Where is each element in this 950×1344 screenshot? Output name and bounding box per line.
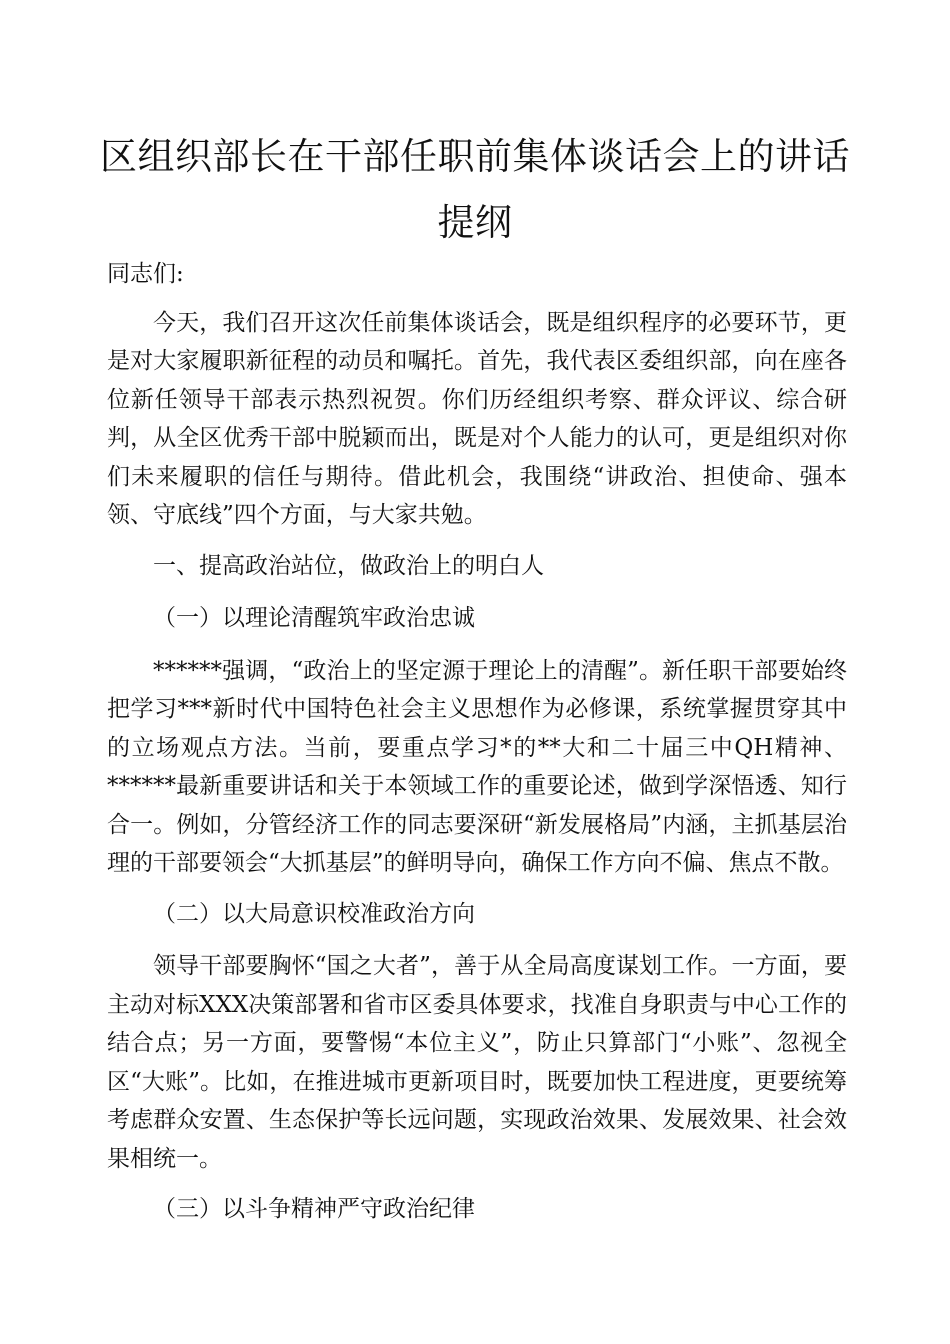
subsection-heading-1: （一）以理论清醒筑牢政治忠诚 bbox=[153, 605, 475, 631]
intro-paragraph: 今天，我们召开这次任前集体谈话会，既是组织程序的必要环节，更是对大家履职新征程的动员和嘱托。首先，我代表区委组织部，向在座各位新任领导干部表示热烈祝贺。你们历经组织考察、群众评议、综合研判，从全区优秀干部中脱颖而出，既是对个人能力的认可，更是组织对你们未来履职的信任与期待。借此机会，我围绕“讲政治、担使命、强本领、守底线”四个方面，与大家共勉。 bbox=[107, 309, 847, 528]
subsection-heading-2: （二）以大局意识校准政治方向 bbox=[153, 900, 475, 927]
salutation: 同志们: bbox=[107, 261, 184, 287]
document-title: 区组织部长在干部任职前集体谈话会上的讲话提纲 bbox=[100, 135, 850, 244]
body-paragraph-1: ******强调，“政治上的坚定源于理论上的清醒”。新任职干部要始终把学习***新时代中国特色社会主义思想作为必修课，系统掌握贯穿其中的立场观点方法。当前，要重点学习*的**大和二十届三中QH精神、******最新重要讲话和关于本领域工作的重要论述，做到学深悟透、知行合一。例如，分管经济工作的同志要深研“新发展格局”内涵，主抓基层治理的干部要领会“大抓基层”的鲜明导向，确保工作方向不偏、焦点不散。 bbox=[107, 657, 847, 876]
subsection-heading-3: （三）以斗争精神严守政治纪律 bbox=[153, 1196, 475, 1222]
document-body bbox=[107, 255, 847, 1243]
body-paragraph-2: 领导干部要胸怀“国之大者”，善于从全局高度谋划工作。一方面，要主动对标XXX决策部署和省市区委具体要求，找准自身职责与中心工作的结合点；另一方面，要警惕“本位主义”，防止只算部门“小账”、忽视全区“大账”。比如，在推进城市更新项目时，既要加快工程进度，更要统筹考虑群众安置、生态保护等长远问题，实现政治效果、发展效果、社会效果相统一。 bbox=[107, 953, 847, 1172]
section-heading-1: 一、提高政治站位，做政治上的明白人 bbox=[153, 552, 544, 579]
